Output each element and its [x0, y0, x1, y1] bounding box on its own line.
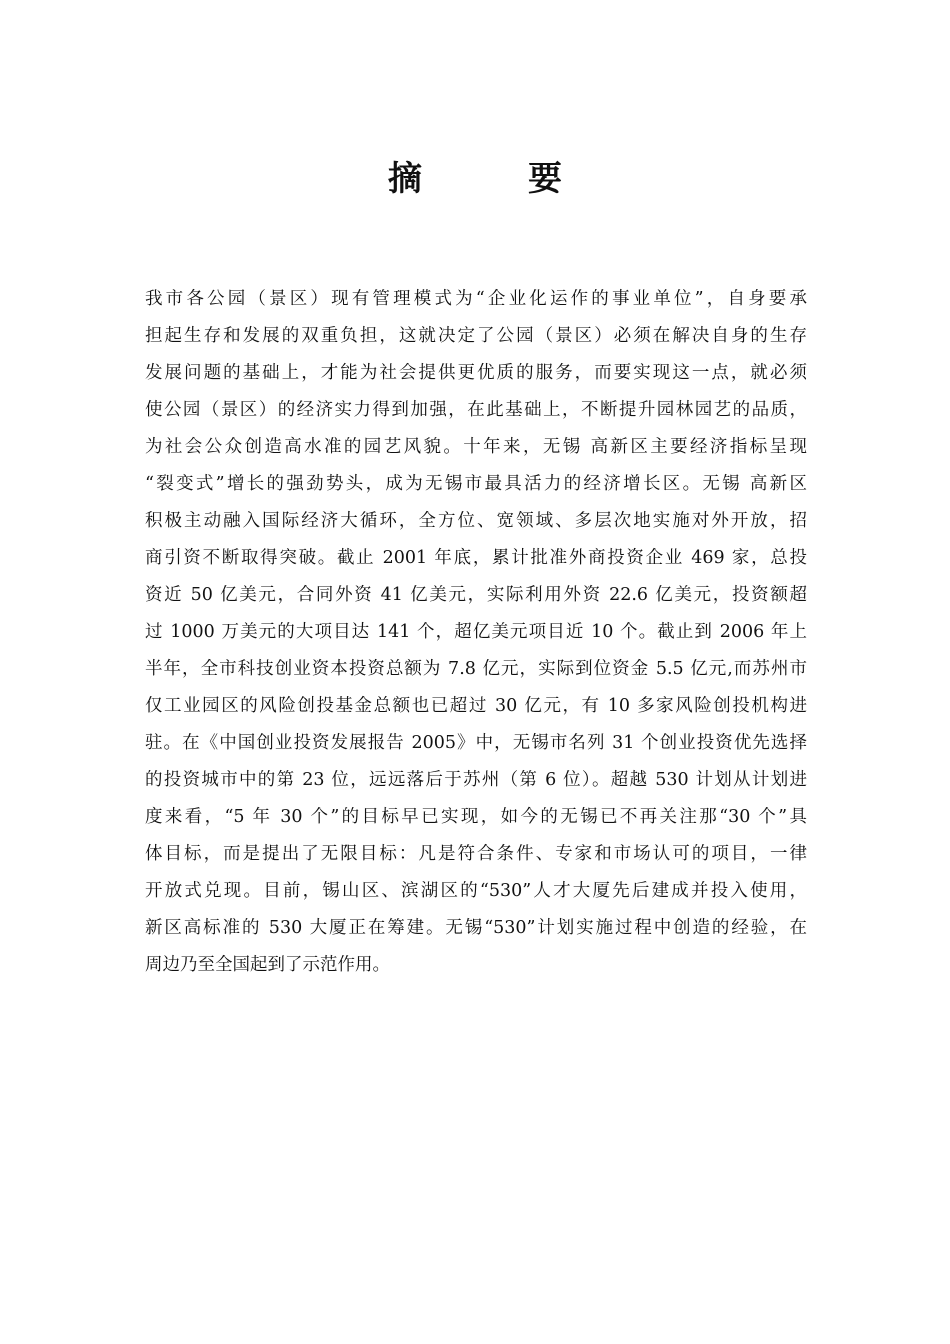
paragraph-line: 发展问题的基础上，才能为社会提供更优质的服务，而要实现这一点，就必须	[145, 363, 807, 383]
paragraph-line: 体目标，而是提出了无限目标：凡是符合条件、专家和市场认可的项目，一律	[145, 844, 807, 864]
paragraph-line: 开放式兑现。目前，锡山区、滨湖区的“530”人才大厦先后建成并投入使用，	[145, 881, 807, 901]
abstract-paragraph	[145, 281, 807, 984]
paragraph-line: 为社会公众创造高水准的园艺风貌。十年来，无锡 高新区主要经济指标呈现	[145, 437, 807, 457]
paragraph-line: 新区高标准的 530 大厦正在筹建。无锡“530”计划实施过程中创造的经验，在	[145, 918, 807, 938]
paragraph-line: 积极主动融入国际经济大循环，全方位、宽领域、多层次地实施对外开放，招	[145, 511, 807, 531]
paragraph-line: 半年，全市科技创业资本投资总额为 7.8 亿元，实际到位资金 5.5 亿元,而苏州市	[145, 659, 807, 679]
paragraph-line: “裂变式”增长的强劲势头，成为无锡市最具活力的经济增长区。无锡 高新区	[145, 474, 807, 494]
paragraph-line: 驻。在《中国创业投资发展报告 2005》中，无锡市名列 31 个创业投资优先选择	[145, 733, 807, 753]
paragraph-line: 资近 50 亿美元，合同外资 41 亿美元，实际利用外资 22.6 亿美元，投资额超	[145, 585, 807, 605]
paragraph-line: 我市各公园（景区）现有管理模式为“企业化运作的事业单位”，自身要承	[145, 289, 807, 309]
paragraph-line: 使公园（景区）的经济实力得到加强，在此基础上，不断提升园林园艺的品质，	[145, 400, 807, 420]
paragraph-line: 的投资城市中的第 23 位，远远落后于苏州（第 6 位）。超越 530 计划从计划进	[145, 770, 807, 790]
abstract-title: 摘 要	[388, 159, 598, 199]
paragraph-line: 商引资不断取得突破。截止 2001 年底，累计批准外商投资企业 469 家，总投	[145, 548, 807, 568]
paragraph-line: 过 1000 万美元的大项目达 141 个，超亿美元项目近 10 个。截止到 2006 年上	[145, 622, 807, 642]
paragraph-line: 周边乃至全国起到了示范作用。	[145, 955, 390, 975]
paragraph-line: 度来看，“5 年 30 个”的目标早已实现，如今的无锡已不再关注那“30 个”具	[145, 807, 807, 827]
paragraph-line: 担起生存和发展的双重负担，这就决定了公园（景区）必须在解决自身的生存	[145, 326, 807, 346]
paragraph-line: 仅工业园区的风险创投基金总额也已超过 30 亿元，有 10 多家风险创投机构进	[145, 696, 807, 716]
